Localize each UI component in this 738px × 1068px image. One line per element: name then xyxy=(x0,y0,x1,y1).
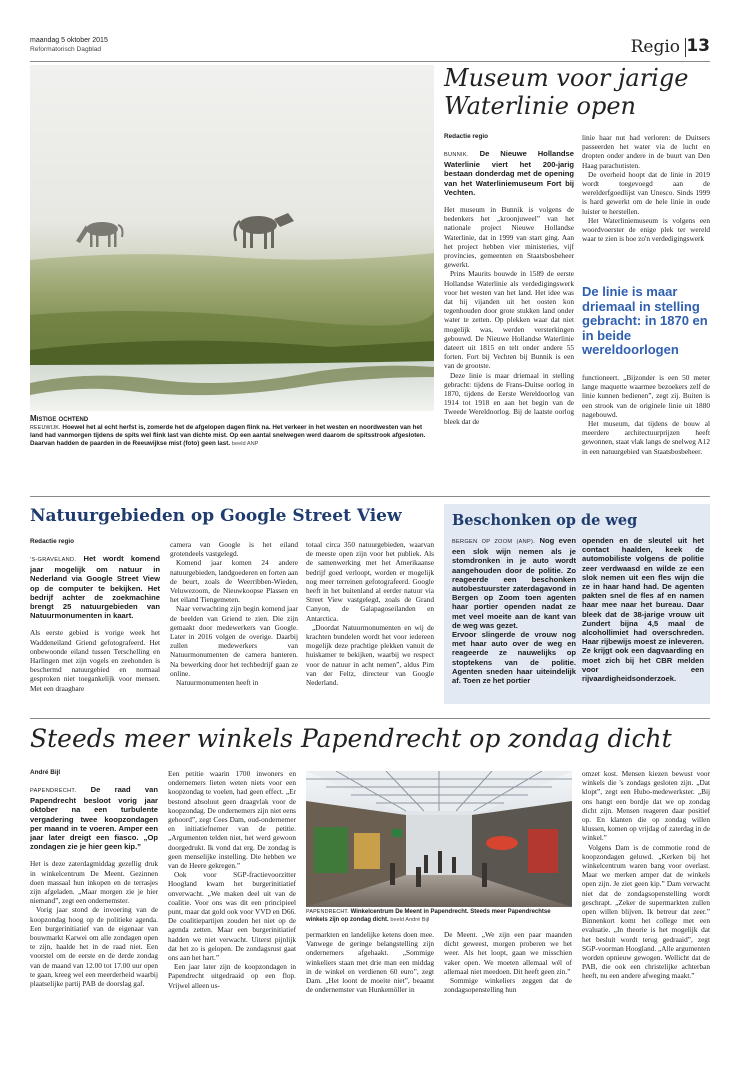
page-number: 13 xyxy=(686,36,710,56)
museum-byline: Redactie regio xyxy=(444,133,489,140)
section-name: Regio xyxy=(630,37,680,57)
mist-photo xyxy=(30,65,434,411)
winkels-byline: André Bijl xyxy=(30,769,61,776)
google-headline: Natuurgebieden op Google Street View xyxy=(30,506,402,526)
museum-column-2b: functioneert. „Bijzonder is een 50 meter lange maquette waarmee bezoekers zelf de linie kunnen bedienen”, zegt zij. Buiten is een strook van de originele linie uit 1880 nagebouwd. Het museum, dat tijdens de bouw al meerdere architectuurprijzen heeft gewonnen, staat vlak langs de snelweg A12 in een natuurgebied van Staatsbosbeheer. xyxy=(582,373,710,456)
winkels-column-2: Een petitie waarin 1700 inwoners en ondernemers lieten weten niets voor een koopzondag te voelen, had geen effect. „Er bestond absoluut geen draagvlak voor de koopzondag. De ondernemers zijn niet eens gehoord”, zegt Cees Dam, oud-ondernemer en initiatiefnemer van de petitie. „Argumenten telden niet, het werd gewoon doorgedrukt. Ik vond dat erg. De zondag is geen menselijke instelling. Die hebben we van de Heere gekregen.” Ook voor SGP-fractievoorzitter Hoogland kwam het burgerinitiatief onverwacht. „We maken deel uit van de coalitie. Voor ons was dit een principieel punt, maar dat gold ook voor VVD en D66. De coalitiepartijen zouden het niet op de agenda zetten. Maar een burgerinitiatief hadden we niet verwacht. Uiterst pijnlijk dat het zo is gelopen. De zondagsrust gaat ons aan het hart.” Een jaar later zijn de koopzondagen in Papendrecht uitgedraaid op een flop. Vrijwel alleen us- xyxy=(168,769,296,990)
divider-2 xyxy=(30,718,710,719)
mist-caption-body: REEUWIJK. Hoewel het al echt herfst is, zomerde het de afgelopen dagen flink na. Het verkeer in het westen en noordwesten van het land had vanmorgen tijdens de spits wel flink last van dichte mist. Op een aantal snelwegen werd daarom de spitsstrook afgesloten. Daarvan hadden de paarden in de Reeuwijkse mist (foto) geen last. beeld ANP xyxy=(30,424,426,448)
mist-caption-title: Mistige ochtend xyxy=(30,414,89,423)
beschonken-headline: Beschonken op de weg xyxy=(452,512,638,529)
google-column-2: camera van Google is het eiland grotendeels vastgelegd. Komend jaar komen 24 andere natuurgebieden, landgoederen en forten aan de beurt, zoals de Weerribben-Wieden, Veluwezoom, de Nieuwkoopse Plassen en het eiland Tiengemeten. Naar verwachting zijn begin komend jaar de beelden van Griend te zien. Die zijn gemaakt door medewerkers van Google. Later in 2016 volgen de overige. Daarbij zullen medewerkers van Natuurmonumenten de camera hanteren. Na bewerking door het techbedrijf gaan ze online. Natuurmonumenten heeft in xyxy=(170,540,298,688)
page-header xyxy=(30,36,710,60)
beschonken-column-2: openden en de sleutel uit het contact haalden, keek de automobiliste volgens de politie zeer verdwaasd en wilde ze een slok nemen uit een fles wijn die ze in haar hand had. De agenten pakten snel de fles af en namen haar mee naar het bureau. Daar bleek dat de 38-jarige vrouw uit Zundert bijna 4,5 maal de alcohollimiet had overschreden. Haar rijbewijs moest ze inleveren. Ze krijgt ook een dagvaarding en moet zich bij het CBR melden voor een rijvaardigheidsonderzoek. xyxy=(582,536,704,684)
museum-pull-quote: De linie is maar driemaal in stelling gebracht: in 1870 en in beide wereldoorlogen xyxy=(582,284,708,357)
winkels-headline: Steeds meer winkels Papendrecht op zondag dicht xyxy=(30,724,672,753)
museum-column-1: BUNNIK. De Nieuwe Hollandse Waterlinie viert het 200-jarig bestaan donderdag met de opening van het Waterliniemuseum Fort bij Vechten. Het museum in Bunnik is volgens de bedenkers het „kroonjuweel” van het nationale project Nieuwe Hollandse Waterlinie, dat in 1999 van start ging. Aan het project hebben vier ministeries, vijf provincies, gemeenten en Staatsbosbeheer gewerkt. Prins Maurits bouwde in 1589 de eerste Hollandse Waterlinie als verdedigingswerk voor het westen van het land. Het idee was dat hij vijanden uit het oosten kon tegenhouden door grote stukken land onder water te zetten. Op plekken waar dat niet mogelijk was, werden versterkingen gebouwd. De Nieuwe Hollandse Waterlinie dateert uit 1815 en telt onder andere 55 forten. Fort bij Vechten bij Bunnik is een van de grootste. Deze linie is maar driemaal in stelling gebracht: tijdens de Frans-Duitse oorlog in 1870, tijdens de Eerste Wereldoorlog van 1914 tot 1918 en aan het begin van de Tweede Wereldoorlog. Bij de laatste oorlog bleek dat de xyxy=(444,149,574,426)
museum-headline: Museum voor jarige Waterlinie open xyxy=(444,64,689,120)
beschonken-column-1: BERGEN OP ZOOM (ANP). Nog even een slok wijn nemen als je stomdronken in je auto wordt aangehouden door de politie. Zo reageerde een beschonken autobestuurster zaterdagavond in Bergen op Zoom toen agenten haar portier openden nadat ze met veel moeite aan de kant van de weg was gezet. Ervoor slingerde de vrouw nog met haar auto over de weg en reageerde ze nauwelijks op stoptekens van de politie. Agenten sneden haar uiteindelijk af. Toen ze het portier xyxy=(452,536,576,686)
museum-lead: BUNNIK. De Nieuwe Hollandse Waterlinie viert het 200-jarig bestaan donderdag met de opening van het Waterliniemuseum Fort bij Vechten. xyxy=(444,149,574,197)
meent-photo-image xyxy=(306,771,572,907)
google-column-3: totaal circa 350 natuurgebieden, waarvan de meeste open zijn voor het publiek. Als de samenwerking met het Amerikaanse bedrijf goed verloopt, worden er mogelijk nog meer terreinen gefotografeerd. Google heeft in het buitenland al eerder natuur via Street View vastgelegd, zoals de Grand Canyon, de Galapagoseilanden en Antarctica. „Doordat Natuurmonumenten en wij de krachten bundelen wordt het voor iedereen mogelijk deze prachtige plekken vanuit de huiskamer te bekijken, waarbij we respect voor de natuur in acht nemen”, aldus Pim van der Feltz, directeur van Google Nederland. xyxy=(306,540,434,688)
meent-photo-caption: PAPENDRECHT. Winkelcentrum De Meent in Papendrecht. Steeds meer Papendrechtse winkels zijn op zondag dicht. beeld André Bijl xyxy=(306,909,551,923)
issue-date: maandag 5 oktober 2015 xyxy=(30,37,108,44)
mist-photo-caption xyxy=(30,414,434,449)
google-byline: Redactie regio xyxy=(30,538,75,545)
museum-column-2: linie haar nut had verloren: de Duitsers passeerden het water via de lucht en dropten onder andere in de buurt van Den Haag parachutisten. De overheid hoopt dat de linie in 2019 wordt toegevoegd aan de werelderfgoedlijst van Unesco. Sinds 1999 is hard gewerkt om de hele linie in oude luister te herstellen. Het Waterliniemuseum is volgens een woordvoerster de enige plek ter wereld waar te zien is hoe zo'n verdedigingswerk xyxy=(582,133,710,244)
newspaper-name: Reformatorisch Dagblad xyxy=(30,46,102,53)
divider-1 xyxy=(30,496,710,497)
winkels-column-1: PAPENDRECHT. De raad van Papendrecht besloot vorig jaar oktober na een turbulente vergadering twee koopzondagen per maand in te voeren. Amper een jaar later dreigt een fiasco. „Op zondagen zie je hier geen kip.” Het is deze zaterdagmiddag gezellig druk in winkelcentrum De Meent. Gezinnen doen massaal hun inkopen en de terrasjes zijn afgeladen. „Maar morgen zie je hier niemand”, zegt een ondernemster. Vorig jaar stond de invoering van de koopzondag hoog op de politieke agenda. Een burgerinitiatief van de eigenaar van bouwmarkt Karwei om alle zondagen open te zijn, haalde het in de raad niet. Een voorstel om de eerste en de derde zondag van de maand van 12.00 tot 17.00 uur open te gaan, kreeg wel een meerderheid waarbij plaatselijke partij PAB de doorslag gaf. xyxy=(30,785,158,989)
shop-sign-icon xyxy=(486,836,518,850)
mist-photo-image xyxy=(30,65,434,411)
header-rule xyxy=(30,61,710,62)
google-column-1: 'S-GRAVELAND. Het wordt komend jaar mogelijk om natuur in Nederland via Google Street View op de computer te bekijken. Het bedrijf achter de zoekmachine brengt 25 natuurgebieden van Natuurmonumenten in kaart. Als eerste gebied is vorige week het Waddeneiland Griend gefotografeerd. Het onbewoonde eiland tussen Terschelling en Harlingen met zijn vogels en zeehonden is beschermd natuurgebied en normaal gesproken niet toegankelijk voor mensen. Met een draagbare xyxy=(30,554,160,693)
winkels-column-3: permarkten en landelijke ketens doen mee. Vanwege de geringe belangstelling zijn ondernemers afgehaakt. „Sommige winkeliers staan met drie man een middag in de winkel en verdienen 60 euro”, zegt Dam. „Het loont de moeite niet”, beaamt de ondernemster van Hunkemöller in xyxy=(306,930,434,995)
meent-photo xyxy=(306,771,572,907)
winkels-column-5: omzet kost. Mensen kiezen bewust voor winkels die 's zondags gesloten zijn. „Dat klopt”, zegt een Hubo-medewerkster. „Bij ons hangt een bordje dat we op zondag dicht zijn. Mensen reageren daar positief op. En klanten die op zondag willen klussen, komen op vrijdag of zaterdag in de winkel.” Volgens Dam is de commotie rond de koopzondagen geluwd. „Kerken bij het winkelcentrum waren bang voor overlast. Maar we merken amper dat de winkels open zijn. Je ziet geen kip.” Dam verwacht niet dat de zondagsopenstelling wordt geschrapt. „Zeker de supermarkten zullen open willen blijven. Ik betreur dat zeer.” Binnenkort komt het college met een evaluatie. „In theorie is het mogelijk dat het besluit wordt terug gedraaid”, zegt SGP-voorman Hoogland. „Alle argumenten worden opnieuw gewogen. Wellicht dat de PAB, die ook een christelijke achterban heeft, nu een andere afweging maakt.” xyxy=(582,769,710,981)
winkels-column-4: De Meent. „We zijn een paar maanden dicht geweest, morgen proberen we het weer. Als het loopt, gaan we misschien vaker open. We moeten allemaal wél of allemaal niet meedoen. Dit heeft geen zin.” Sommige winkeliers zeggen dat de zondagsopenstelling hun xyxy=(444,930,572,995)
